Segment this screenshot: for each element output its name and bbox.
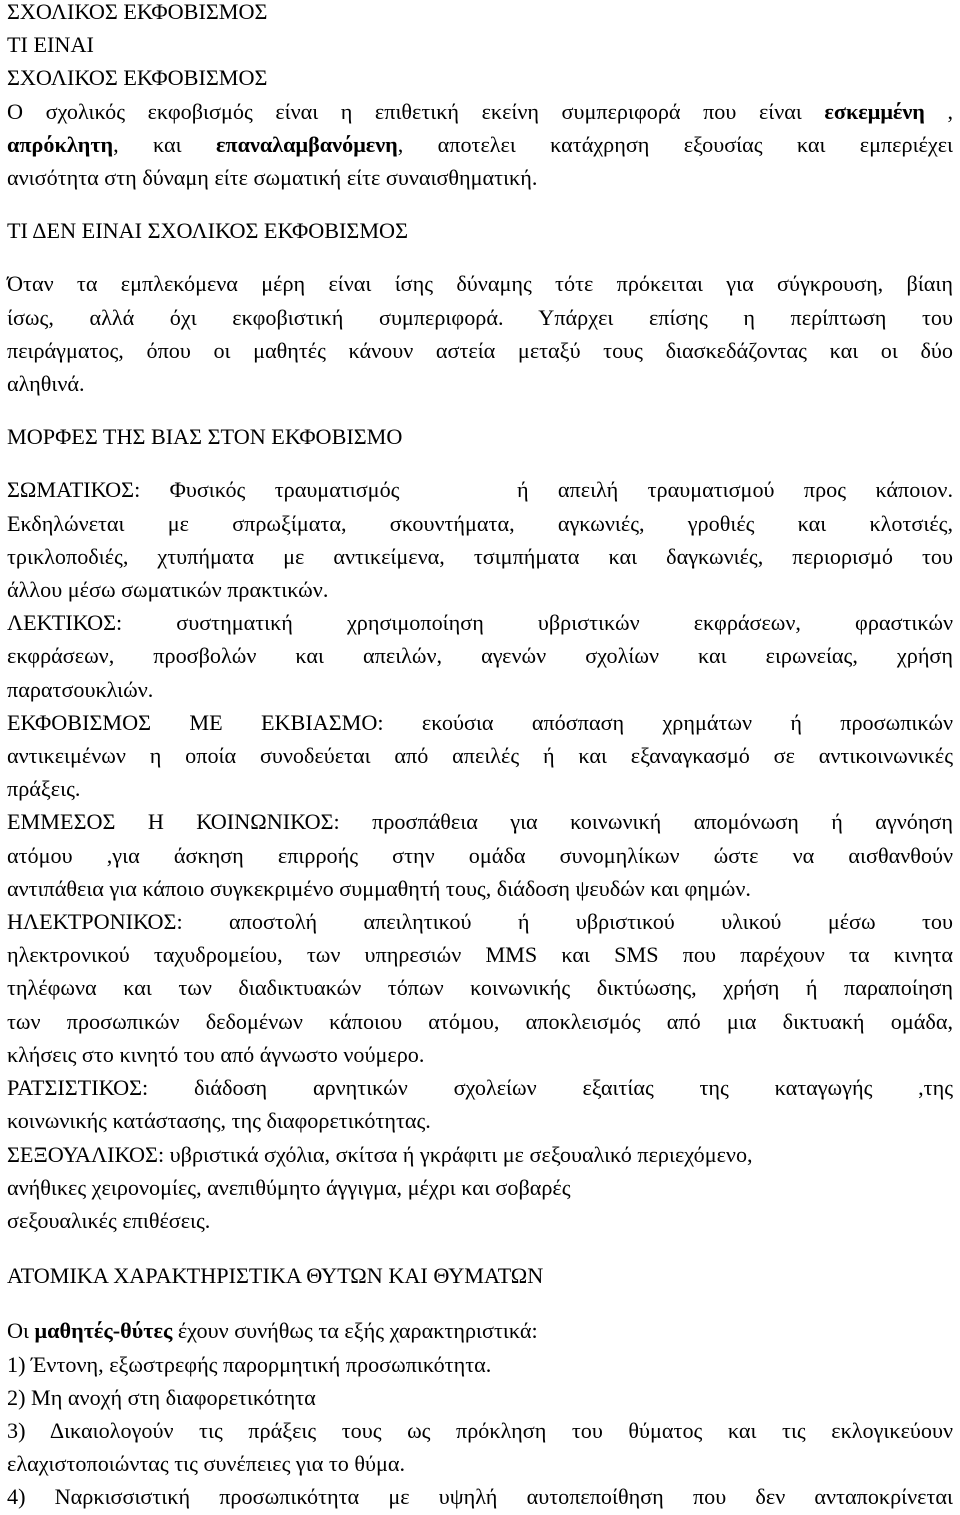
section-heading-traits: ΑΤΟΜΙΚΑ ΧΑΡΑΚΤΗΡΙΣΤΙΚΑ ΘΥΤΩΝ ΚΑΙ ΘΥΜΑΤΩΝ — [7, 1263, 544, 1289]
paragraph-line: ΣΕΞΟΥΑΛΙΚΟΣ: υβριστικά σχόλια, σκίτσα ή γκράφιτι με σεξουαλικό περιεχόμενο, — [7, 1141, 753, 1167]
sexual-paragraph — [7, 1138, 953, 1238]
traits-intro-text: Οι — [7, 1318, 35, 1344]
paragraph-line: ΛΕΚΤΙΚΟΣ: συστηματική χρησιμοποίηση υβριστικών εκφράσεων, φραστικών — [7, 610, 953, 636]
definition-bold-term: επαναλαμβανόμενη — [215, 131, 398, 157]
paragraph-line: ΗΛΕΚΤΡΟΝΙΚΟΣ: αποστολή απειλητικού ή υβριστικού υλικού μέσω του — [7, 909, 953, 935]
paragraph-line: άλλου μέσω σωματικών πρακτικών. — [7, 577, 329, 603]
social-paragraph — [7, 805, 953, 905]
definition-paragraph — [7, 95, 953, 195]
paragraph-line: αντιπάθεια για κάποιο συγκεκριμένο συμμαθητή τους, διάδοση ψευδών και φημών. — [7, 875, 751, 901]
paragraph-line: αληθινά. — [7, 371, 85, 397]
definition-text: , αποτελει κατάχρηση εξουσίας και εμπεριέχει — [397, 131, 953, 157]
paragraph-line: των προσωπικών δεδομένων κάποιου ατόμου, αποκλεισμός από μια δικτυακή ομάδα, — [7, 1008, 953, 1034]
paragraph-line: παρατσουκλιών. — [7, 676, 154, 702]
paragraph-line: ίσως, αλλά όχι εκφοβιστική συμπεριφορά. Υπάρχει επίσης η περίπτωση του — [7, 304, 953, 330]
paragraph-line: πειράγματος, όπου οι μαθητές κάνουν αστεία μεταξύ τους διασκεδάζοντας και οι δύο — [7, 337, 953, 363]
list-item: 3) Δικαιολογούν τις πράξεις τους ως πρόκληση του θύματος και τις εκλογικεύουν — [7, 1417, 953, 1443]
paragraph-line: τηλέφωνα και των διαδικτυακών τόπων κοινωνικής δικτύωσης, χρήση ή παραποίηση — [7, 975, 953, 1001]
paragraph-line: σεξουαλικές επιθέσεις. — [7, 1207, 211, 1233]
definition-bold-term: εσκεμμένη — [824, 98, 925, 124]
not-bullying-paragraph — [7, 267, 953, 400]
paragraph-line: εκφράσεων, προσβολών και απειλών, αγενών σχολίων και ειρωνείας, χρήση — [7, 643, 953, 669]
definition-line-1 — [7, 95, 953, 128]
traits-intro-text: έχουν συνήθως τα εξής χαρακτηριστικά: — [172, 1318, 538, 1344]
extortion-paragraph — [7, 706, 953, 806]
definition-text: , και — [113, 131, 216, 157]
physical-paragraph — [7, 473, 953, 606]
paragraph-line: Εκδηλώνεται με σπρωξίματα, σκουντήματα, αγκωνιές, γροθιές και κλοτσιές, — [7, 510, 953, 536]
paragraph-line: πράξεις. — [7, 776, 81, 802]
list-item: 4) Ναρκισσιστική προσωπικότητα με υψηλή αυτοπεποίθηση που δεν ανταποκρίνεται — [7, 1484, 953, 1510]
list-item: 2) Μη ανοχή στη διαφορετικότητα — [7, 1384, 316, 1410]
paragraph-line: κοινωνικής κατάστασης, της διαφορετικότητας. — [7, 1108, 431, 1134]
page-title: ΣΧΟΛΙΚΟΣ ΕΚΦΟΒΙΣΜΟΣ — [7, 0, 268, 24]
paragraph-line: κλήσεις στο κινητό του από άγνωστο νούμερο. — [7, 1041, 425, 1067]
definition-text: Ο σχολικός εκφοβισμός είναι η επιθετική εκείνη συμπεριφορά που είναι — [7, 98, 825, 124]
paragraph-line: τρικλοποδιές, χτυπήματα με αντικείμενα, τσιμπήματα και δαγκωνιές, περιορισμό του — [7, 543, 953, 569]
paragraph-line: ηλεκτρονικού ταχυδρομείου, των υπηρεσιών MMS και SMS που παρέχουν τα κινητα — [7, 942, 953, 968]
traits-intro — [7, 1314, 953, 1347]
section-heading-not-bullying: ΤΙ ΔΕΝ ΕΙΝΑΙ ΣΧΟΛΙΚΟΣ ΕΚΦΟΒΙΣΜΟΣ — [7, 218, 408, 244]
paragraph-line: ΣΩΜΑΤΙΚΟΣ: Φυσικός τραυματισμός ή απειλή τραυματισμού προς κάποιον. — [7, 477, 953, 503]
definition-line-2 — [7, 128, 953, 161]
definition-text: , — [924, 98, 954, 124]
paragraph-line: ΡΑΤΣΙΣΤΙΚΟΣ: διάδοση αρνητικών σχολείων εξαιτίας της καταγωγής ,της — [7, 1075, 953, 1101]
definition-bold-term: απρόκλητη — [7, 131, 114, 157]
electronic-paragraph — [7, 905, 953, 1071]
subtitle-school-bullying: ΣΧΟΛΙΚΟΣ ΕΚΦΟΒΙΣΜΟΣ — [7, 65, 268, 91]
paragraph-line: Όταν τα εμπλεκόμενα μέρη είναι ίσης δύναμης τότε πρόκειται για σύγκρουση, βίαιη — [7, 271, 953, 297]
list-item-continuation: ελαχιστοποιώντας τις συνέπειες για το θύμα. — [7, 1451, 406, 1477]
paragraph-line: ΕΜΜΕΣΟΣ Η ΚΟΙΝΩΝΙΚΟΣ: προσπάθεια για κοινωνική απομόνωση ή αγνόηση — [7, 809, 953, 835]
racist-paragraph — [7, 1071, 953, 1137]
paragraph-line: ΕΚΦΟΒΙΣΜΟΣ ΜΕ ΕΚΒΙΑΣΜΟ: εκούσια απόσπαση χρημάτων ή προσωπικών — [7, 709, 953, 735]
traits-intro-bold-term: μαθητές-θύτες — [34, 1318, 173, 1344]
definition-line-3: ανισότητα στη δύναμη είτε σωματική είτε συναισθηματική. — [7, 165, 538, 191]
paragraph-line: ανήθικες χειρονομίες, ανεπιθύμητο άγγιγμα, μέχρι και σοβαρές — [7, 1174, 571, 1200]
section-heading-forms: ΜΟΡΦΕΣ ΤΗΣ ΒΙΑΣ ΣΤΟΝ ΕΚΦΟΒΙΣΜΟ — [7, 424, 403, 450]
paragraph-line: αντικειμένων η οποία συνοδεύεται από απειλές ή και εξαναγκασμό σε αντικοινωνικές — [7, 743, 953, 769]
paragraph-line: ατόμου ,για άσκηση επιρροής στην ομάδα συνομηλίκων ώστε να αισθανθούν — [7, 842, 953, 868]
verbal-paragraph — [7, 606, 953, 706]
subtitle-what-is: ΤΙ ΕΙΝΑΙ — [7, 32, 94, 58]
list-item: 1) Έντονη, εξωστρεφής παρορμητική προσωπικότητα. — [7, 1351, 492, 1377]
